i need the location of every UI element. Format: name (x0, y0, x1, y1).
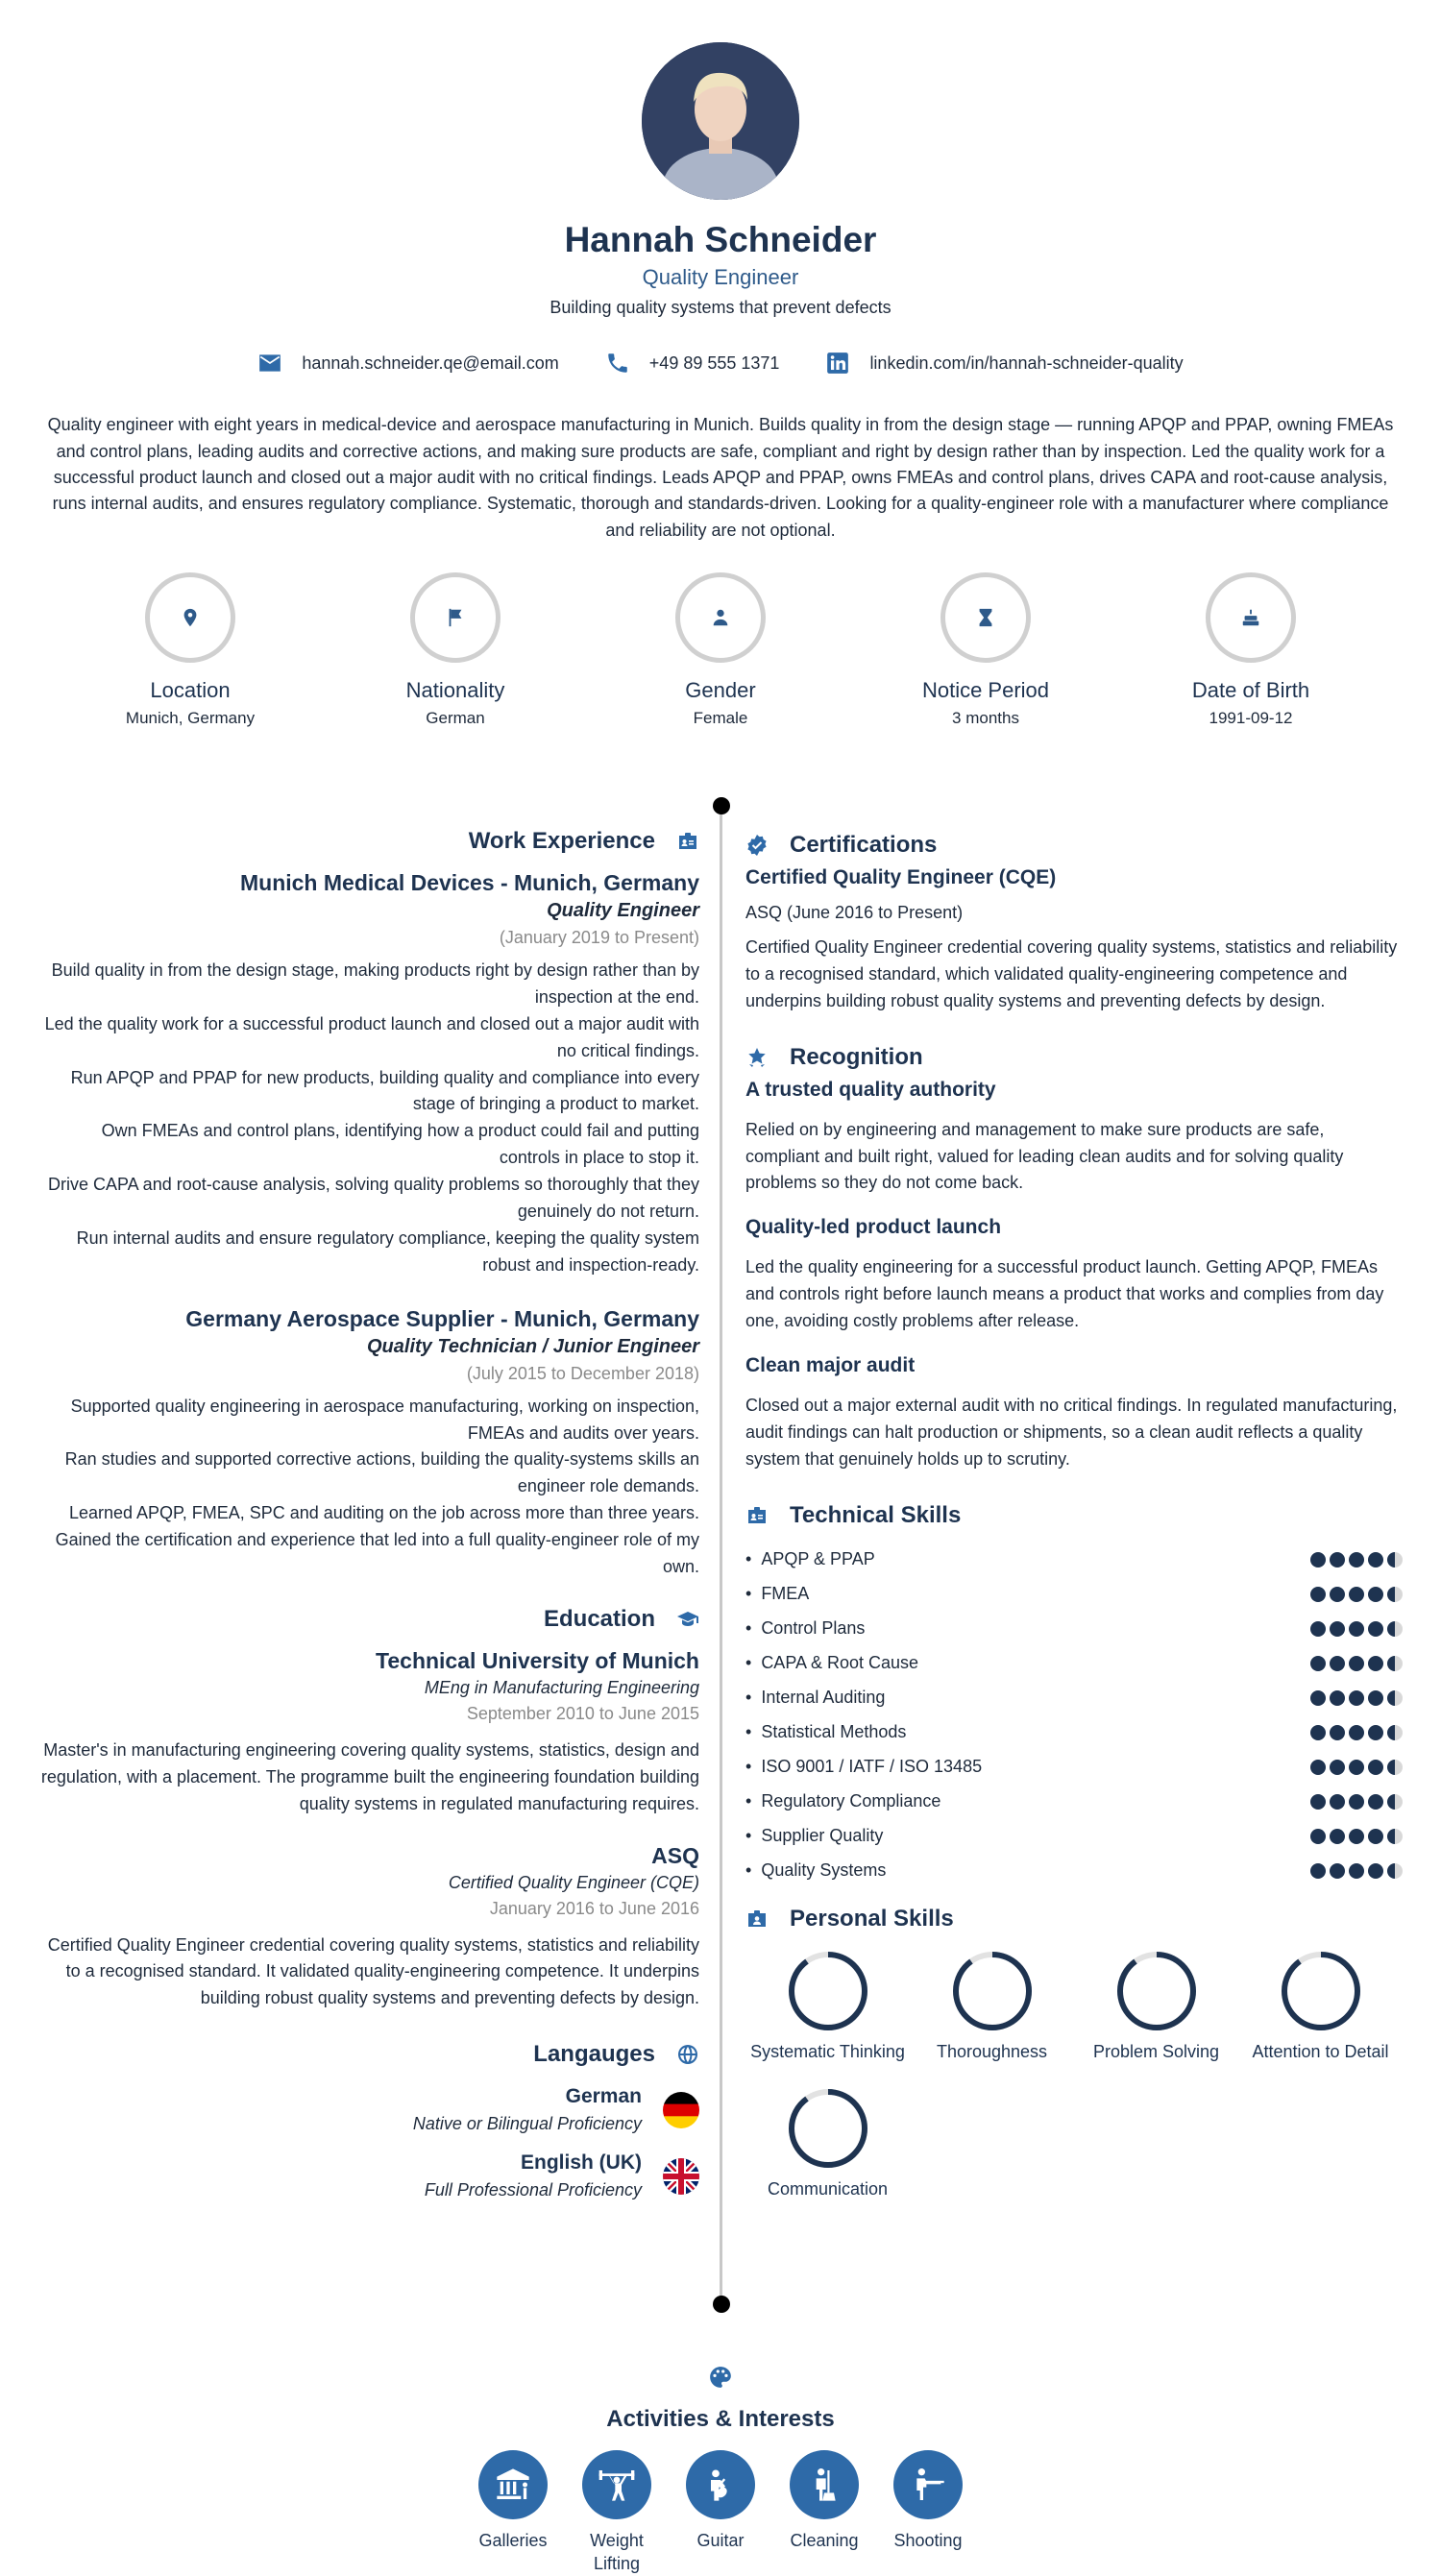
education-entry: Technical University of Munich MEng in Manufacturing Engineering September 2010 to June 2015 Master's in manufacturing engineering covering quality systems, statistics, design and regulation, with a placement. The programme built the engineering foundation building quality systems in regulated manufacturing requires. (40, 1647, 699, 1813)
skill-progress-ring (787, 2087, 869, 2170)
rating-dot (1310, 1621, 1326, 1637)
candidate-role: Quality Engineer (642, 265, 799, 290)
education-entry: ASQ Certified Quality Engineer (CQE) January 2016 to June 2016 Certified Quality Engineer credential covering quality systems, statistics and reliability to a recognised standard. It validated quality-engineering competence. It underpins building robust quality systems and preventing defects by design. (47, 1842, 699, 2008)
skill-name: • Regulatory Compliance (745, 1791, 940, 1811)
activities-section (0, 2365, 1441, 2576)
personal-skill-label: Thoroughness (936, 2041, 1048, 2061)
rating-dot (1368, 1690, 1383, 1706)
skill-name: • FMEA (745, 1584, 809, 1604)
certification-title: Certified Quality Engineer (CQE) (745, 866, 1057, 888)
education-heading: Education (38, 1606, 699, 1633)
technical-skill-item (745, 1750, 1403, 1785)
palette-icon (708, 2365, 733, 2390)
resume-header (0, 0, 1441, 544)
timeline-dot-bottom (713, 2296, 730, 2313)
personal-skills-list (745, 1950, 1403, 2224)
candidate-tagline: Building quality systems that prevent defects (550, 298, 891, 318)
skill-rating (1310, 1725, 1403, 1740)
technical-skill-item (745, 1715, 1403, 1750)
technical-skill-item (745, 1819, 1403, 1854)
activity-weight-lifting: Weight Lifting (582, 2450, 651, 2576)
right-column: Certifications Certified Quality Engineer (CQE) ASQ (June 2016 to Present) Certified Quality Engineer credential covering quality systems, statistics and reliability to a recognised standard, which validated quality-engineering competence and underpins building robust quality systems and preventing defects by design. Recognition A trusted quality authority Relied on by engineering and management to make sure products are safe, compliant and built right, valued for leading clean audits and for solving quality problems so they do not come back. Quality-led product launch Led the quality engineering for a successful product launch. Getting APQP, FMEAs and controls right before launch means a product that works and complies from day one, avoiding costly problems after release. Clean major audit Closed out a major external audit with no critical findings. In regulated manufacturing, audit findings can halt production or shipments, so a clean audit reflects a quality system that genuinely holds up to scrutiny. Technical Skills • APQP & PPAP • FMEA • Control Plans • CAPA & Root Cause • Internal Auditing • Statistical Methods • ISO 9001 / IATF / ISO 13485 • Regulatory Compliance • Supplier Quality • Quality Systems Personal Skills Systematic Thinking Thoroughness Problem Solving Attention to Detail Communication (745, 832, 1403, 2224)
rating-dot (1330, 1794, 1345, 1810)
rating-dot (1368, 1552, 1383, 1567)
skill-progress-ring (1115, 1950, 1198, 2032)
technical-skill-item (745, 1646, 1403, 1681)
profile-photo (642, 42, 799, 200)
activity-guitar: Guitar (686, 2450, 755, 2576)
skill-rating (1310, 1690, 1403, 1706)
rating-dot (1330, 1621, 1345, 1637)
rating-dot (1330, 1587, 1345, 1602)
technical-skills-heading: Technical Skills (745, 1502, 1403, 1529)
rating-dot (1349, 1552, 1364, 1567)
technical-skills-list (745, 1543, 1403, 1888)
contact-bar (0, 351, 1441, 376)
personal-skill-item (1238, 1950, 1403, 2062)
personal-skill-item (745, 2087, 910, 2199)
rating-dot (1387, 1794, 1403, 1810)
rating-dot (1387, 1621, 1403, 1637)
work-experience-heading: Work Experience (38, 828, 699, 855)
personal-skill-item (1074, 1950, 1238, 2062)
shooting-icon (909, 2466, 947, 2504)
gallery-icon (494, 2466, 532, 2504)
rating-dot (1330, 1552, 1345, 1567)
rating-dot (1368, 1760, 1383, 1775)
map-pin-icon (180, 607, 201, 628)
activity-galleries: Galleries (478, 2450, 548, 2576)
skill-name: • Control Plans (745, 1618, 865, 1639)
info-notice-period: Notice Period 3 months (853, 572, 1118, 728)
certification-meta: ASQ (June 2016 to Present) (745, 903, 964, 922)
rating-dot (1330, 1863, 1345, 1879)
candidate-name: Hannah Schneider (564, 220, 877, 259)
recognition-heading: Recognition (745, 1044, 1403, 1071)
skill-name: • Internal Auditing (745, 1688, 885, 1708)
personal-skill-item (910, 1950, 1074, 2062)
personal-skill-label: Problem Solving (1092, 2041, 1220, 2061)
rating-dot (1310, 1725, 1326, 1740)
rating-dot (1310, 1863, 1326, 1879)
skill-name: • ISO 9001 / IATF / ISO 13485 (745, 1757, 982, 1777)
skill-name: • APQP & PPAP (745, 1549, 875, 1569)
left-column (38, 828, 699, 2200)
linkedin-icon (825, 351, 850, 376)
award-star-icon (745, 1046, 769, 1069)
activity-cleaning: Cleaning (790, 2450, 859, 2576)
rating-dot (1368, 1621, 1383, 1637)
technical-skill-item (745, 1854, 1403, 1888)
language-english: English (UK) Full Professional Proficiency (38, 2151, 699, 2200)
personal-skill-label: Attention to Detail (1252, 2041, 1389, 2061)
mail-icon (257, 351, 282, 376)
skill-rating (1310, 1621, 1403, 1637)
skill-rating (1310, 1760, 1403, 1775)
rating-dot (1387, 1690, 1403, 1706)
verified-badge-icon (745, 834, 769, 857)
rating-dot (1310, 1760, 1326, 1775)
job-bullets: Build quality in from the design stage, making products right by design rather than by inspection at the end. Led the quality work for a successful product launch and closed out a major audit with no critical findings. Run APQP and PPAP for new products, building quality and compliance into every stage of bringing a product to market. Own FMEAs and control plans, identifying how a product could fail and putting controls in place to stop it. Drive CAPA and root-cause analysis, solving quality problems so thoroughly that they genuinely do not return. Run internal audits and ensure regulatory compliance, keeping the quality system robust and inspection-ready. (44, 960, 699, 1275)
rating-dot (1349, 1587, 1364, 1602)
id-badge-icon (745, 1504, 769, 1527)
linkedin-text: linkedin.com/in/hannah-schneider-quality (869, 352, 1184, 373)
email-contact[interactable] (257, 351, 558, 376)
guitar-icon (701, 2466, 740, 2504)
birthday-cake-icon (1240, 607, 1261, 628)
rating-dot (1387, 1760, 1403, 1775)
rating-dot (1368, 1587, 1383, 1602)
rating-dot (1310, 1690, 1326, 1706)
rating-dot (1310, 1552, 1326, 1567)
phone-icon (605, 351, 630, 376)
personal-info (29, 572, 1412, 728)
personal-skills-heading: Personal Skills (745, 1906, 1403, 1932)
skill-rating (1310, 1587, 1403, 1602)
skill-name: • Quality Systems (745, 1860, 886, 1881)
rating-dot (1387, 1656, 1403, 1671)
id-badge-icon (676, 830, 699, 853)
job-entry: Munich Medical Devices - Munich, Germany Quality Engineer (January 2019 to Present) Build quality in from the design stage, making products right by design rather than by inspection at the end. Led the quality work for a successful product launch and closed out a major audit with no critical findings. Run APQP and PPAP for new products, building quality and compliance into every stage of bringing a product to market. Own FMEAs and control plans, identifying how a product could fail and putting controls in place to stop it. Drive CAPA and root-cause analysis, solving quality problems so thoroughly that they genuinely do not return. Run internal audits and ensure regulatory compliance, keeping the quality system robust and inspection-ready. (38, 870, 699, 1279)
phone-text: +49 89 555 1371 (648, 352, 780, 373)
info-gender: Gender Female (588, 572, 853, 728)
profile-summary: Quality engineer with eight years in medical-device and aerospace manufacturing in Munich. Builds quality in from the design stage — running APQP and PPAP, owning FMEAs and control plans, leading audits and corrective actions, and making sure products are safe, compliant and right by design rather than by inspection. Led the quality work for a successful product launch and closed out a major audit with no critical findings. Leads APQP and PPAP, owns FMEAs and control plans, drives CAPA and root-cause analysis, runs internal audits, and ensures regulatory compliance. Systematic, thorough and standards-driven. Looking for a quality-engineer role with a manufacturer where compliance and reliability are not optional. (47, 415, 1394, 540)
certifications-heading: Certifications (745, 832, 1403, 859)
skill-progress-ring (787, 1950, 869, 2032)
rating-dot (1310, 1829, 1326, 1844)
info-nationality: Nationality German (323, 572, 588, 728)
rating-dot (1368, 1794, 1383, 1810)
rating-dot (1387, 1552, 1403, 1567)
technical-skill-item (745, 1785, 1403, 1819)
info-location: Location Munich, Germany (58, 572, 323, 728)
rating-dot (1330, 1829, 1345, 1844)
linkedin-contact[interactable] (825, 351, 1183, 376)
rating-dot (1349, 1621, 1364, 1637)
uk-flag-icon (663, 2158, 699, 2195)
rating-dot (1349, 1829, 1364, 1844)
skill-progress-ring (951, 1950, 1034, 2032)
skill-name: • Statistical Methods (745, 1722, 906, 1742)
germany-flag-icon (663, 2092, 699, 2128)
rating-dot (1387, 1587, 1403, 1602)
rating-dot (1387, 1863, 1403, 1879)
technical-skill-item (745, 1577, 1403, 1612)
personal-skill-item (745, 1950, 910, 2062)
language-german: German Native or Bilingual Proficiency (38, 2085, 699, 2134)
rating-dot (1368, 1863, 1383, 1879)
skill-rating (1310, 1829, 1403, 1844)
job-entry: Germany Aerospace Supplier - Munich, Germany Quality Technician / Junior Engineer (July 2015 to December 2018) Supported quality engineering in aerospace manufacturing, working on inspection, FMEAs and audits over years. Ran studies and supported corrective actions, building the quality-systems skills an engineer role demands. Learned APQP, FMEA, SPC and auditing on the job across more than three years. Gained the certification and experience that led into a full quality-engineer role of my own. (38, 1306, 699, 1581)
person-icon (710, 607, 731, 628)
job-bullets: Supported quality engineering in aerospace manufacturing, working on inspection, FMEAs and audits over years. Ran studies and supported corrective actions, building the quality-systems skills an engineer role demands. Learned APQP, FMEA, SPC and auditing on the job across more than three years. Gained the certification and experience that led into a full quality-engineer role of my own. (55, 1396, 699, 1577)
rating-dot (1349, 1760, 1364, 1775)
technical-skill-item (745, 1543, 1403, 1577)
skill-name: • CAPA & Root Cause (745, 1653, 918, 1673)
weight-lifting-icon (598, 2466, 636, 2504)
technical-skill-item (745, 1681, 1403, 1715)
id-card-icon (745, 1908, 769, 1931)
rating-dot (1330, 1760, 1345, 1775)
rating-dot (1330, 1656, 1345, 1671)
rating-dot (1349, 1690, 1364, 1706)
activity-shooting: Shooting (893, 2450, 963, 2576)
rating-dot (1349, 1863, 1364, 1879)
personal-skill-label: Systematic Thinking (750, 2041, 905, 2061)
rating-dot (1310, 1587, 1326, 1602)
skill-rating (1310, 1794, 1403, 1810)
timeline-line (720, 805, 722, 2303)
skill-rating (1310, 1552, 1403, 1567)
activities-heading: Activities & Interests (606, 2406, 835, 2432)
skill-progress-ring (1280, 1950, 1362, 2032)
graduation-cap-icon (676, 1608, 699, 1631)
certification-desc: Certified Quality Engineer credential covering quality systems, statistics and reliability to a recognised standard, which validated quality-engineering competence and underpins building robust quality systems and preventing defects by design. (745, 937, 1398, 1010)
phone-contact[interactable] (605, 351, 780, 376)
rating-dot (1349, 1725, 1364, 1740)
rating-dot (1310, 1656, 1326, 1671)
info-date-of-birth: Date of Birth 1991-09-12 (1118, 572, 1383, 728)
skill-name: • Supplier Quality (745, 1826, 883, 1846)
technical-skill-item (745, 1612, 1403, 1646)
rating-dot (1349, 1656, 1364, 1671)
skill-rating (1310, 1863, 1403, 1879)
cleaning-icon (805, 2466, 843, 2504)
rating-dot (1368, 1829, 1383, 1844)
rating-dot (1310, 1794, 1326, 1810)
rating-dot (1387, 1829, 1403, 1844)
personal-skill-label: Communication (767, 2178, 889, 2199)
rating-dot (1368, 1656, 1383, 1671)
globe-icon (676, 2043, 699, 2066)
languages-heading: Langauges (38, 2041, 699, 2068)
flag-icon (445, 607, 466, 628)
rating-dot (1387, 1725, 1403, 1740)
rating-dot (1330, 1690, 1345, 1706)
hourglass-icon (975, 607, 996, 628)
email-text: hannah.schneider.qe@email.com (302, 352, 559, 373)
rating-dot (1349, 1794, 1364, 1810)
skill-rating (1310, 1656, 1403, 1671)
rating-dot (1368, 1725, 1383, 1740)
rating-dot (1330, 1725, 1345, 1740)
timeline-dot-top (713, 797, 730, 814)
